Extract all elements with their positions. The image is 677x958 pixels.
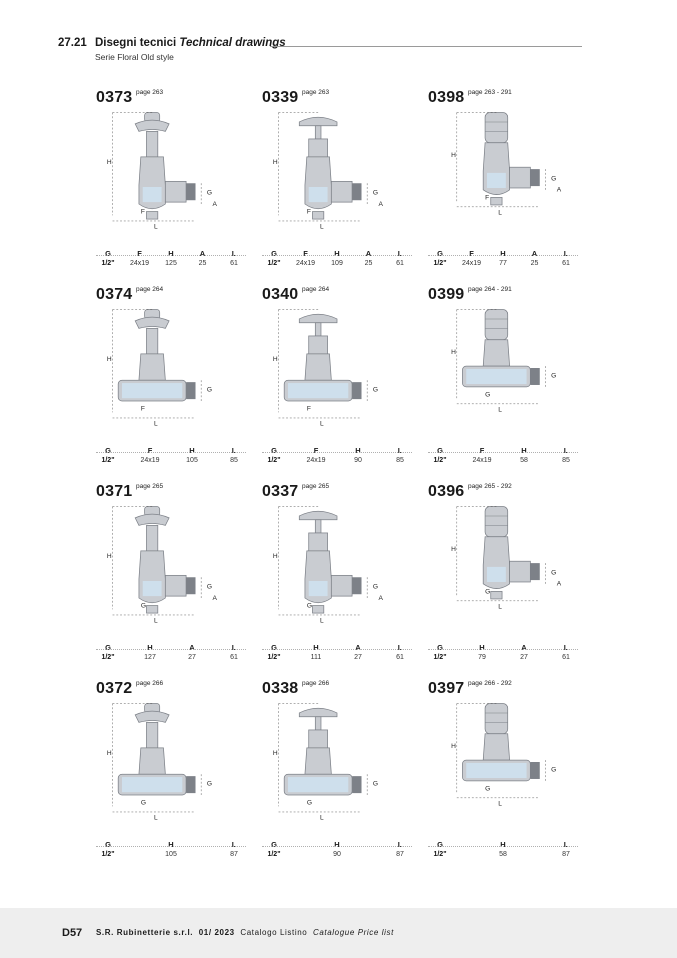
spec-value-f: 24x19 (461, 260, 482, 267)
spec-header-f: F (313, 446, 319, 455)
product-code: 0337 (262, 483, 299, 500)
spec-value-h: 105 (186, 457, 198, 464)
dimension-label-g: G (206, 386, 212, 394)
dimension-label-g: G (551, 569, 557, 577)
technical-drawing (428, 302, 578, 434)
footer-year: 01/ 2023 (198, 928, 235, 937)
spec-value-row (262, 457, 412, 467)
valve-drawing (107, 704, 212, 822)
dimension-label-g: G (485, 588, 491, 596)
spec-value-g: 1/2" (101, 654, 115, 661)
product-card (96, 286, 246, 476)
spec-header-g: G (437, 249, 443, 258)
valve-drawing (273, 113, 384, 231)
spec-value-g: 1/2" (267, 654, 281, 661)
section-subtitle: Serie Floral Old style (95, 52, 174, 62)
product-card (96, 89, 246, 279)
spec-value-l: 61 (396, 260, 404, 267)
dimension-label-g: G (206, 780, 212, 788)
dimension-label-h: H (272, 749, 278, 757)
spec-header-l: L (397, 446, 403, 455)
dimension-label-h: H (106, 355, 112, 363)
dimension-label-h: H (451, 348, 456, 356)
valve-drawing (273, 507, 384, 625)
spec-value-l: 61 (562, 654, 570, 661)
dimension-label-l: L (498, 603, 502, 611)
spec-header-g: G (437, 840, 443, 849)
spec-value-a: 25 (530, 260, 539, 267)
spec-value-row (96, 654, 246, 664)
product-code: 0399 (428, 286, 465, 303)
spec-value-l: 87 (396, 851, 404, 858)
technical-drawing (428, 696, 578, 828)
spec-header-f: F (469, 249, 474, 258)
product-code: 0373 (96, 89, 133, 106)
spec-header-h: H (500, 840, 506, 849)
spec-header-l: L (397, 643, 403, 652)
spec-header-f: F (479, 446, 485, 455)
spec-value-row (428, 654, 578, 664)
spec-divider (428, 649, 578, 650)
section-number: 27.21 (58, 37, 87, 49)
page-reference: page 265 - 292 (468, 483, 512, 490)
spec-header-f: F (147, 446, 153, 455)
spec-divider (262, 846, 412, 847)
page-footer (0, 908, 677, 958)
spec-value-h: 125 (165, 260, 177, 267)
spec-value-row (96, 457, 246, 467)
dimension-label-l: L (154, 420, 158, 428)
spec-value-l: 61 (230, 654, 238, 661)
spec-value-h: 90 (354, 457, 362, 464)
spec-value-g: 1/2" (433, 851, 447, 858)
spec-value-row (96, 260, 246, 270)
spec-header-g: G (271, 446, 277, 455)
spec-header-a: A (189, 643, 195, 652)
spec-divider (96, 452, 246, 453)
dimension-label-g: G (206, 583, 212, 591)
spec-header-l: L (397, 249, 403, 258)
spec-header-h: H (521, 446, 527, 455)
dimension-label-l: L (320, 617, 324, 625)
product-card (428, 680, 578, 870)
spec-value-h: 58 (499, 851, 507, 858)
section-header (58, 37, 582, 65)
technical-drawing (96, 105, 246, 237)
product-card (262, 286, 412, 476)
dimension-label-l: L (154, 814, 158, 822)
dimension-label-g: G (372, 583, 378, 591)
spec-value-g: 1/2" (267, 457, 281, 464)
product-code: 0371 (96, 483, 133, 500)
spec-header-l: L (563, 446, 569, 455)
dimension-label-f: F (140, 208, 145, 216)
dimension-label-a: A (378, 594, 383, 602)
spec-value-h: 90 (333, 851, 341, 858)
spec-header-l: L (231, 840, 237, 849)
spec-header-g: G (105, 249, 111, 258)
spec-header-l: L (563, 840, 569, 849)
spec-header-row (262, 249, 412, 259)
spec-header-l: L (563, 249, 569, 258)
dimension-label-a: A (556, 580, 562, 588)
spec-value-row (428, 260, 578, 270)
valve-drawing (451, 507, 562, 611)
spec-value-g: 1/2" (433, 654, 447, 661)
product-card (96, 483, 246, 673)
spec-header-row (428, 840, 578, 850)
spec-header-f: F (137, 249, 142, 258)
technical-drawing (96, 696, 246, 828)
spec-header-h: H (168, 840, 174, 849)
spec-value-g: 1/2" (101, 260, 115, 267)
section-rule (270, 46, 582, 47)
section-title (95, 37, 286, 49)
spec-header-h: H (147, 643, 153, 652)
spec-value-l: 61 (396, 654, 404, 661)
dimension-label-h: H (106, 158, 112, 166)
spec-header-h: H (479, 643, 485, 652)
dimension-label-g: G (372, 189, 378, 197)
product-code: 0398 (428, 89, 465, 106)
technical-drawing (96, 499, 246, 631)
page-reference: page 266 - 292 (468, 680, 512, 687)
product-code: 0374 (96, 286, 133, 303)
valve-drawing (451, 704, 556, 808)
spec-header-l: L (563, 643, 569, 652)
product-card (428, 286, 578, 476)
valve-drawing (107, 507, 218, 625)
spec-value-f: 24x19 (129, 260, 150, 267)
spec-header-h: H (500, 249, 506, 258)
spec-header-row (428, 446, 578, 456)
spec-value-h: 58 (520, 457, 528, 464)
spec-value-g: 1/2" (267, 851, 281, 858)
dimension-label-a: A (556, 186, 562, 194)
product-card (262, 680, 412, 870)
spec-header-h: H (334, 840, 340, 849)
spec-value-a: 27 (354, 654, 362, 661)
spec-header-l: L (231, 643, 237, 652)
spec-divider (428, 255, 578, 256)
spec-header-row (262, 446, 412, 456)
spec-value-g: 1/2" (101, 851, 115, 858)
spec-value-h: 109 (331, 260, 343, 267)
spec-value-g: 1/2" (433, 457, 447, 464)
spec-value-row (262, 851, 412, 861)
spec-header-g: G (105, 446, 111, 455)
spec-value-f: 24x19 (140, 457, 160, 464)
dimension-label-l: L (320, 814, 324, 822)
spec-value-h: 105 (165, 851, 177, 858)
spec-value-h: 127 (144, 654, 156, 661)
spec-divider (96, 649, 246, 650)
spec-value-g: 1/2" (267, 260, 281, 267)
spec-header-row (96, 446, 246, 456)
dimension-label-f: F (140, 405, 145, 413)
spec-header-row (96, 643, 246, 653)
spec-divider (262, 649, 412, 650)
valve-drawing (107, 113, 218, 231)
product-card (428, 483, 578, 673)
spec-header-row (262, 643, 412, 653)
dimension-label-g: G (485, 391, 491, 399)
spec-header-a: A (521, 643, 527, 652)
technical-drawing (262, 105, 412, 237)
spec-header-h: H (313, 643, 319, 652)
spec-header-row (262, 840, 412, 850)
spec-value-f: 24x19 (295, 260, 316, 267)
spec-value-l: 87 (562, 851, 570, 858)
spec-value-row (428, 851, 578, 861)
footer-company: S.R. Rubinetterie s.r.l. (96, 928, 194, 937)
spec-value-h: 77 (499, 260, 507, 267)
page-reference: page 264 (136, 286, 164, 293)
product-code: 0397 (428, 680, 465, 697)
spec-header-f: F (303, 249, 308, 258)
page-reference: page 264 - 291 (468, 286, 512, 293)
valve-drawing (273, 310, 378, 428)
page-reference: page 265 (136, 483, 164, 490)
product-code: 0338 (262, 680, 299, 697)
dimension-label-l: L (320, 223, 324, 231)
spec-header-g: G (437, 446, 443, 455)
spec-header-h: H (189, 446, 195, 455)
dimension-label-l: L (154, 617, 158, 625)
dimension-label-a: A (212, 594, 217, 602)
spec-header-g: G (271, 840, 277, 849)
spec-header-g: G (271, 643, 277, 652)
page-reference: page 266 (136, 680, 164, 687)
spec-header-a: A (199, 249, 206, 258)
spec-value-row (96, 851, 246, 861)
spec-header-l: L (231, 446, 237, 455)
technical-drawing (96, 302, 246, 434)
spec-divider (96, 846, 246, 847)
dimension-label-g: G (372, 780, 378, 788)
dimension-label-g: G (485, 785, 491, 793)
product-card (262, 89, 412, 279)
spec-value-l: 61 (230, 260, 238, 267)
spec-value-l: 85 (562, 457, 570, 464)
spec-header-a: A (531, 249, 538, 258)
spec-value-row (428, 457, 578, 467)
product-code: 0372 (96, 680, 133, 697)
technical-drawing (428, 499, 578, 631)
spec-value-l: 87 (230, 851, 238, 858)
spec-value-l: 85 (230, 457, 238, 464)
spec-header-row (96, 840, 246, 850)
spec-header-a: A (365, 249, 372, 258)
spec-header-row (428, 249, 578, 259)
dimension-label-f: F (306, 208, 311, 216)
dimension-label-g: G (551, 175, 557, 183)
dimension-label-h: H (106, 749, 112, 757)
dimension-label-g: G (306, 602, 312, 610)
footer-page-number: D57 (62, 927, 83, 939)
dimension-label-f: F (306, 405, 311, 413)
spec-header-h: H (168, 249, 174, 258)
page-reference: page 263 - 291 (468, 89, 512, 96)
dimension-label-g: G (306, 799, 312, 807)
spec-header-row (428, 643, 578, 653)
page-reference: page 263 (302, 89, 330, 96)
product-code: 0396 (428, 483, 465, 500)
dimension-label-h: H (272, 158, 278, 166)
dimension-label-g: G (206, 189, 212, 197)
dimension-label-g: G (140, 602, 146, 610)
dimension-label-h: H (451, 742, 456, 750)
dimension-label-l: L (320, 420, 324, 428)
dimension-label-a: A (212, 200, 217, 208)
product-card (96, 680, 246, 870)
spec-divider (428, 846, 578, 847)
spec-divider (428, 452, 578, 453)
spec-value-l: 85 (396, 457, 404, 464)
spec-header-g: G (105, 643, 111, 652)
spec-value-a: 27 (188, 654, 196, 661)
dimension-label-l: L (498, 800, 502, 808)
spec-value-a: 25 (198, 260, 207, 267)
footer-catalog-en: Catalogue Price list (313, 928, 394, 937)
page-reference: page 264 (302, 286, 330, 293)
dimension-label-a: A (378, 200, 383, 208)
spec-value-row (262, 260, 412, 270)
section-title-it: Disegni tecnici (95, 37, 177, 49)
spec-value-a: 27 (520, 654, 528, 661)
valve-drawing (451, 310, 556, 414)
dimension-label-g: G (551, 372, 557, 380)
spec-header-g: G (105, 840, 111, 849)
dimension-label-h: H (106, 552, 112, 560)
technical-drawing (262, 302, 412, 434)
dimension-label-g: G (372, 386, 378, 394)
valve-drawing (273, 704, 378, 822)
dimension-label-h: H (451, 151, 456, 159)
spec-header-l: L (231, 249, 237, 258)
dimension-label-l: L (498, 209, 502, 217)
product-code: 0340 (262, 286, 299, 303)
spec-header-l: L (397, 840, 403, 849)
spec-header-h: H (334, 249, 340, 258)
page-reference: page 266 (302, 680, 330, 687)
spec-value-g: 1/2" (101, 457, 115, 464)
spec-value-f: 24x19 (472, 457, 492, 464)
footer-text (96, 928, 394, 937)
dimension-label-g: G (140, 799, 146, 807)
spec-value-h: 79 (478, 654, 486, 661)
dimension-label-f: F (485, 194, 490, 202)
spec-value-h: 111 (310, 654, 322, 661)
valve-drawing (107, 310, 212, 428)
footer-catalog: Catalogo Listino (240, 928, 308, 937)
spec-value-row (262, 654, 412, 664)
valve-drawing (451, 113, 562, 217)
technical-drawing (262, 696, 412, 828)
dimension-label-g: G (551, 766, 557, 774)
spec-value-a: 25 (364, 260, 373, 267)
spec-header-g: G (437, 643, 443, 652)
dimension-label-h: H (451, 545, 456, 553)
product-card (262, 483, 412, 673)
technical-drawing (262, 499, 412, 631)
dimension-label-h: H (272, 552, 278, 560)
section-title-en: Technical drawings (179, 37, 286, 49)
spec-value-l: 61 (562, 260, 570, 267)
spec-value-f: 24x19 (306, 457, 326, 464)
spec-divider (96, 255, 246, 256)
dimension-label-h: H (272, 355, 278, 363)
spec-divider (262, 255, 412, 256)
spec-header-a: A (355, 643, 361, 652)
product-card (428, 89, 578, 279)
spec-header-row (96, 249, 246, 259)
page-reference: page 265 (302, 483, 330, 490)
product-code: 0339 (262, 89, 299, 106)
spec-value-g: 1/2" (433, 260, 447, 267)
spec-divider (262, 452, 412, 453)
dimension-label-l: L (154, 223, 158, 231)
page-reference: page 263 (136, 89, 164, 96)
technical-drawing (428, 105, 578, 237)
spec-header-g: G (271, 249, 277, 258)
dimension-label-l: L (498, 406, 502, 414)
spec-header-h: H (355, 446, 361, 455)
